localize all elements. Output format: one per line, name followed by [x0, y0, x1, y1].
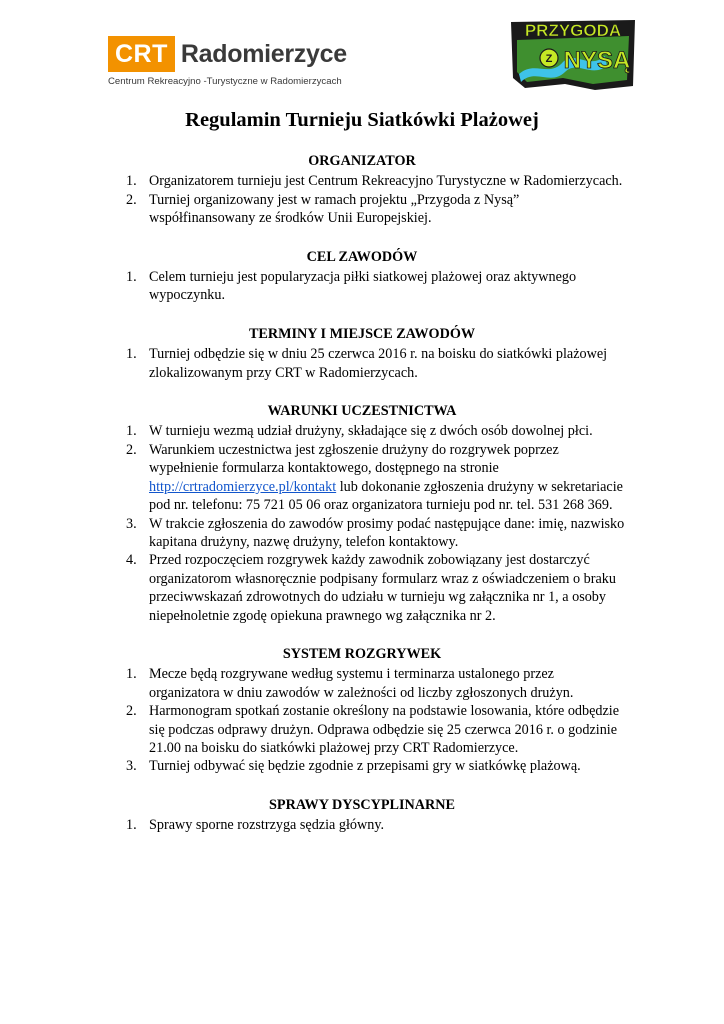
section-system	[0, 645, 724, 776]
list-text-line: niepełnoletnie zgodę opiekuna prawnego wg załącznika nr 2.	[149, 607, 496, 624]
crt-logo-abbr: CRT	[108, 36, 175, 72]
list-number: 1.	[126, 423, 137, 440]
list-number: 3.	[126, 515, 137, 532]
list-text: Turniej odbywać się będzie zgodnie z przepisami gry w siatkówkę plażową.	[149, 758, 581, 775]
list-text-line: zlokalizowanym przy CRT w Radomierzycach.	[149, 364, 418, 381]
section-heading: WARUNKI UCZESTNICTWA	[267, 403, 457, 420]
section-heading: TERMINY I MIEJSCE ZAWODÓW	[248, 325, 476, 342]
list-text-line: wypełnienie formularza kontaktowego, dostępnego na stronie	[149, 460, 499, 477]
list-number: 1.	[126, 817, 137, 834]
section-heading: SYSTEM ROZGRYWEK	[282, 645, 442, 662]
list-text-line: wypoczynku.	[149, 287, 226, 304]
list-number: 1.	[126, 173, 137, 190]
section-organizator	[0, 152, 724, 228]
list-number: 2.	[126, 703, 137, 720]
list-text-line: pod nr. telefonu: 75 721 05 06 oraz organizatora turnieju pod nr. tel. 531 268 369.	[149, 497, 613, 514]
section-heading: SPRAWY DYSCYPLINARNE	[269, 796, 455, 813]
list-text-fragment: lub dokonanie zgłoszenia drużyny w sekretariacie	[336, 478, 623, 495]
list-item	[0, 757, 646, 775]
section-heading: CEL ZAWODÓW	[306, 248, 418, 265]
section-cel	[0, 248, 724, 305]
crt-logo-subtitle: Centrum Rekreacyjno -Turystyczne w Radomierzycach	[108, 76, 342, 87]
list-number: 3.	[126, 758, 137, 775]
list-text-line: organizatora w dniu zawodów w zależności od liczby zgłoszonych drużyn.	[149, 684, 574, 701]
list-text-line: Mecze będą rozgrywane według systemu i terminarza ustalonego przez	[149, 666, 554, 683]
list-text: Sprawy sporne rozstrzyga sędzia główny.	[149, 817, 385, 834]
list-item	[0, 172, 646, 190]
list-item	[0, 191, 646, 228]
list-text: W turnieju wezmą udział drużyny, składające się z dwóch osób dowolnej płci.	[149, 423, 593, 440]
project-logo-line2: NYSĄ	[563, 47, 631, 74]
crt-logo-name: Radomierzyce	[180, 39, 347, 68]
list-item	[0, 551, 646, 625]
list-text-line: współfinansowany ze środków Unii Europejskiej.	[149, 210, 432, 227]
list-number: 4.	[126, 552, 137, 569]
list-item	[0, 268, 646, 305]
list-text-line: przeciwwskazań zdrowotnych do udziału w turnieju wg załącznika nr 1, a osoby	[149, 589, 606, 606]
project-logo-small: Z	[545, 53, 553, 65]
project-logo-graphic	[505, 16, 641, 92]
list-item	[0, 441, 646, 515]
list-text-line: się podczas odprawy drużyn. Odprawa odbędzie się 25 czerwca 2016 r. o godzinie	[149, 721, 618, 738]
list-text-line: 21.00 na boisku do siatkówki plażowej przy CRT Radomierzyce.	[149, 739, 519, 756]
list-item	[0, 515, 646, 552]
list-text: Organizatorem turnieju jest Centrum Rekreacyjno Turystyczne w Radomierzycach.	[149, 173, 623, 190]
list-text-line: Przed rozpoczęciem rozgrywek każdy zawodnik zobowiązany jest dostarczyć	[149, 552, 590, 569]
contact-link[interactable]: http://crtradomierzyce.pl/kontakt	[149, 478, 337, 495]
section-heading: ORGANIZATOR	[308, 153, 416, 169]
document-title: Regulamin Turnieju Siatkówki Plażowej	[185, 109, 539, 131]
list-text-line: Warunkiem uczestnictwa jest zgłoszenie drużyny do rozgrywek poprzez	[149, 441, 559, 458]
list-text-line: Turniej organizowany jest w ramach projektu „Przygoda z Nysą”	[149, 191, 520, 208]
list-text-line: kapitana drużyny, nazwę drużyny, telefon kontaktowy.	[149, 533, 459, 550]
list-item	[0, 345, 646, 382]
list-text-line: Harmonogram spotkań zostanie określony na podstawie losowania, które odbędzie	[149, 703, 620, 720]
section-warunki	[0, 402, 724, 625]
project-logo	[505, 16, 641, 92]
document-body	[0, 152, 724, 855]
list-text-line: Celem turnieju jest popularyzacja piłki siatkowej plażowej oraz aktywnego	[149, 269, 577, 286]
list-item	[0, 422, 646, 440]
list-item	[0, 816, 646, 834]
list-text-line: W trakcie zgłoszenia do zawodów prosimy podać następujące dane: imię, nazwisko	[149, 515, 625, 532]
project-logo-line1: PRZYGODA	[524, 21, 622, 40]
list-text-line	[149, 478, 646, 496]
list-number: 1.	[126, 269, 137, 286]
section-sprawy	[0, 796, 724, 835]
list-item	[0, 702, 646, 757]
list-text-line: Turniej odbędzie się w dniu 25 czerwca 2016 r. na boisku do siatkówki plażowej	[149, 346, 608, 363]
list-text-line: organizatorom własnoręcznie podpisany formularz wraz z oświadczeniem o braku	[149, 570, 616, 587]
list-number: 1.	[126, 346, 137, 363]
list-number: 1.	[126, 666, 137, 683]
list-item	[0, 665, 646, 702]
list-number: 2.	[126, 191, 137, 208]
list-number: 2.	[126, 441, 137, 458]
crt-logo	[108, 36, 398, 94]
section-terminy	[0, 325, 724, 382]
